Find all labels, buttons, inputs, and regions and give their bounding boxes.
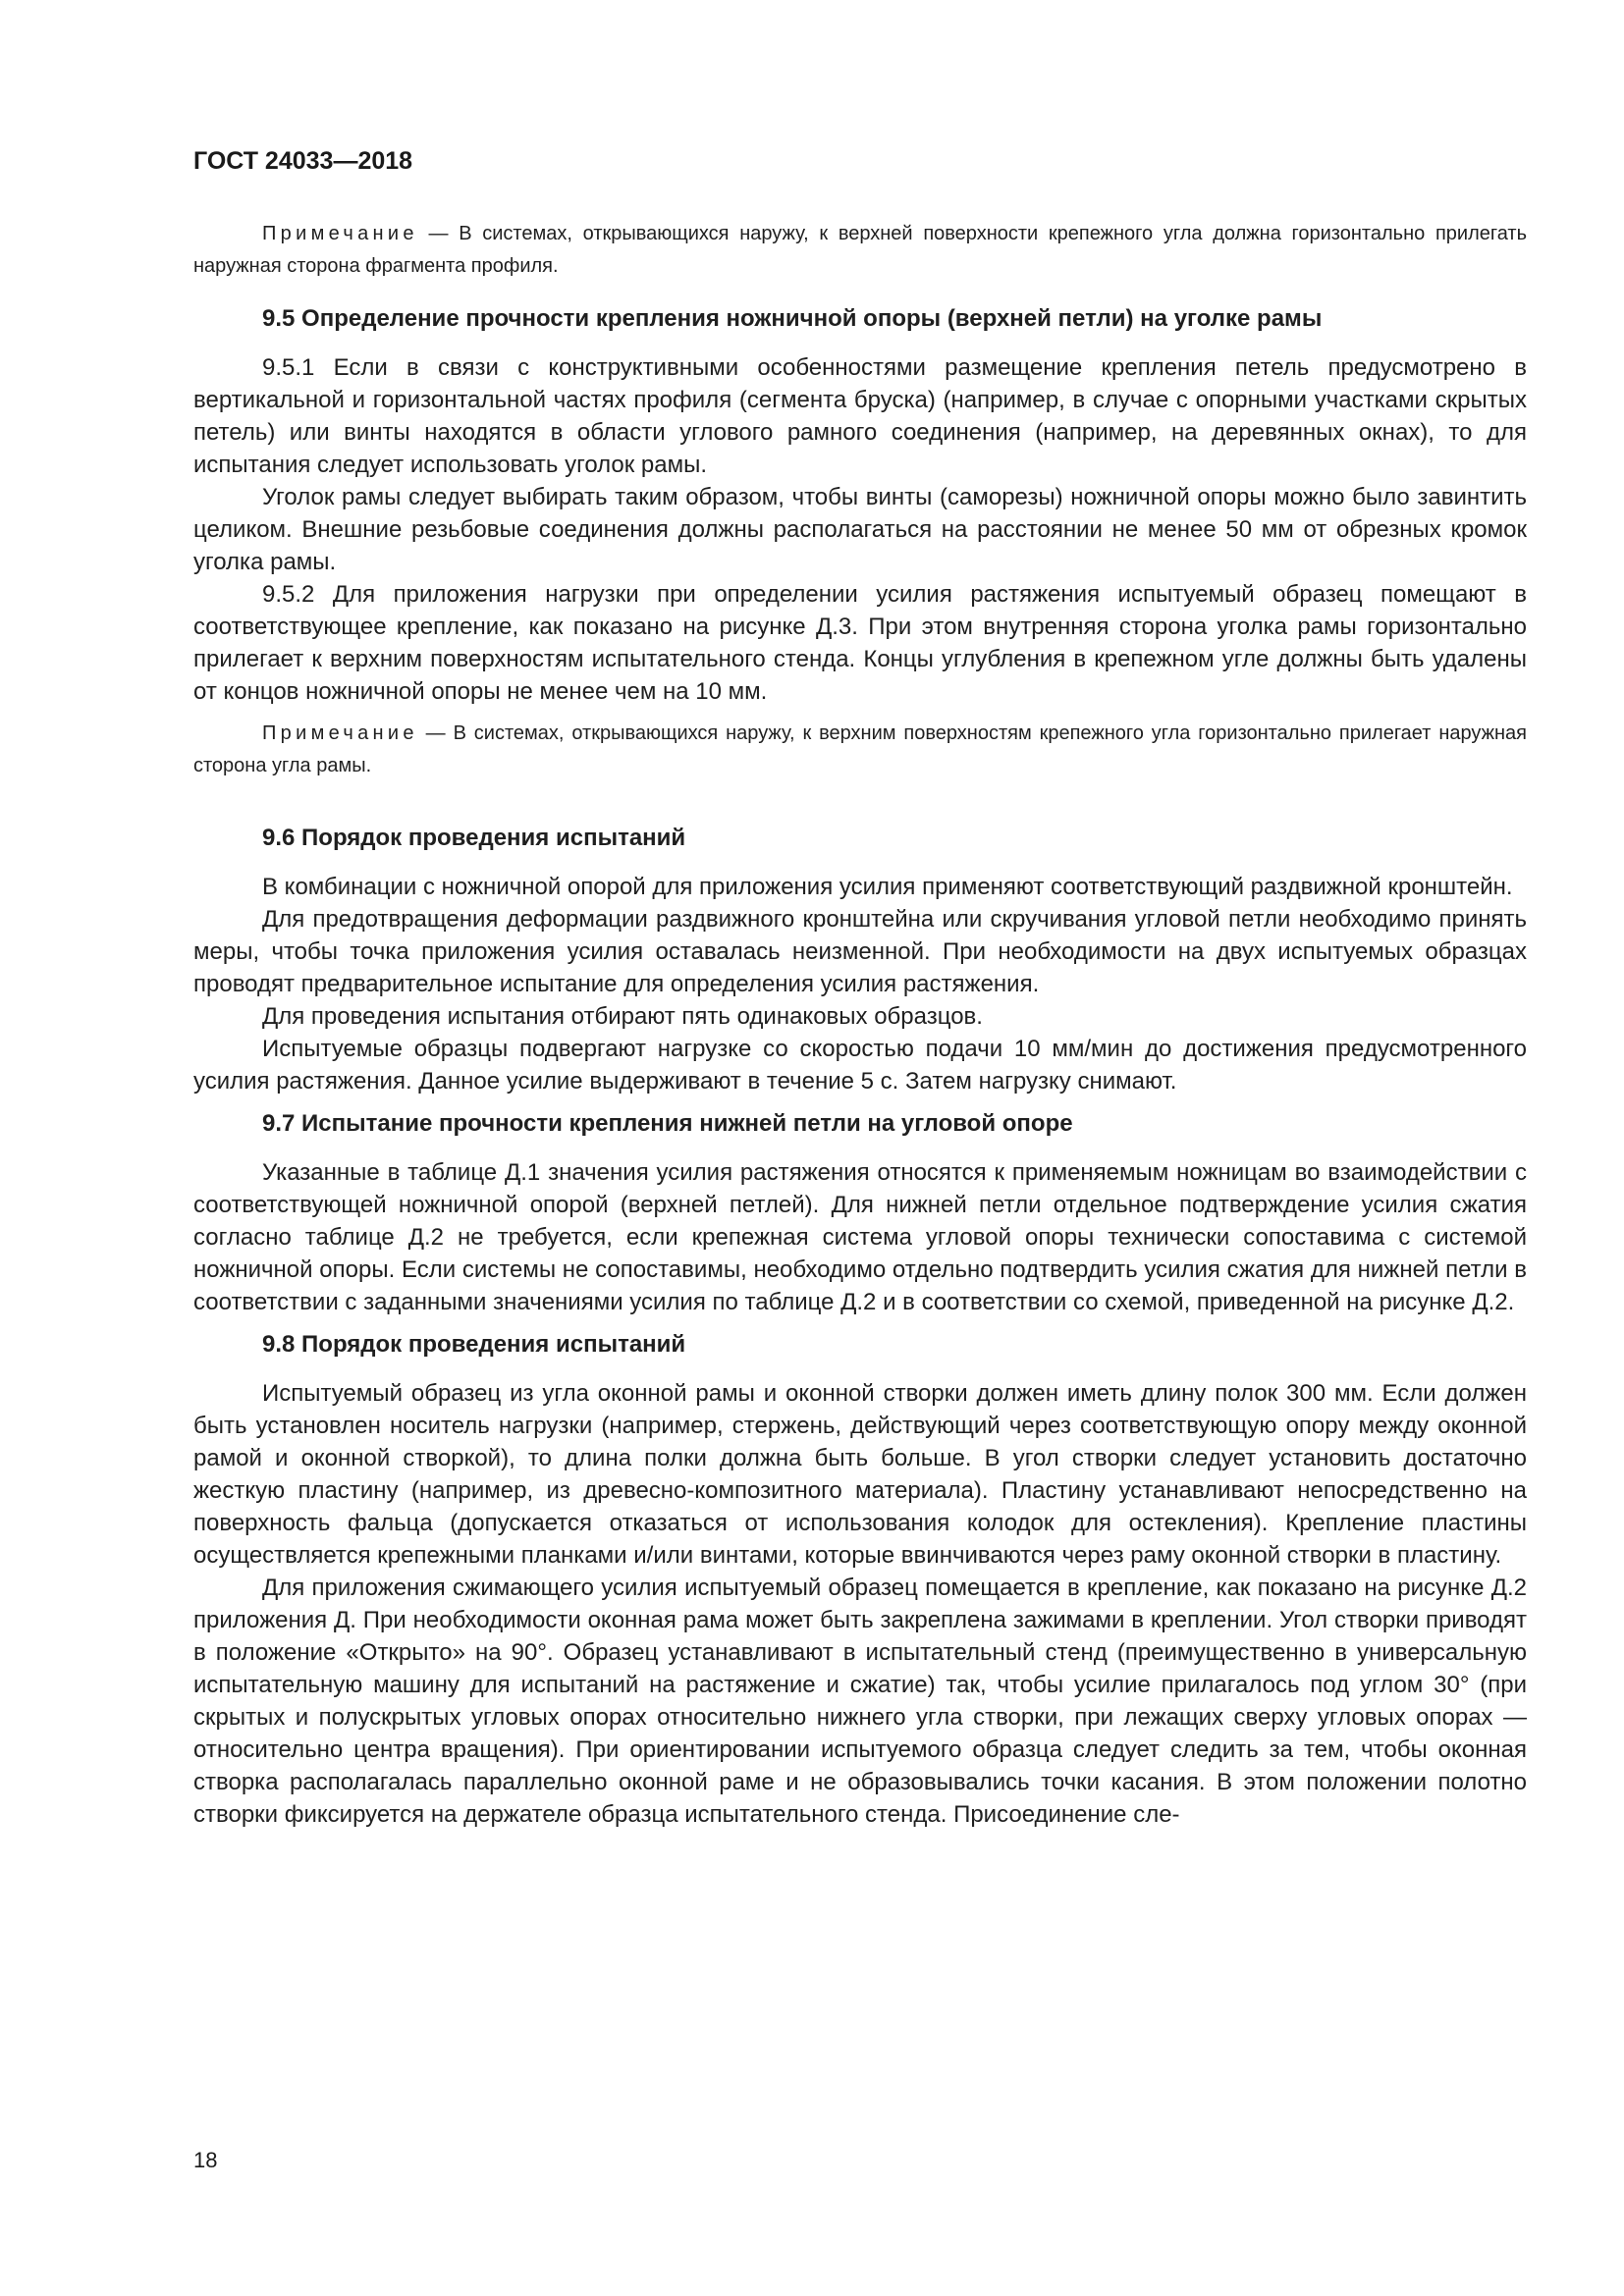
note-text: — В системах, открывающихся наружу, к верхней поверхности крепежного угла должна горизонтально прилегать наружная сторона фрагмента профиля. [193, 223, 1527, 277]
document-header: ГОСТ 24033—2018 [193, 147, 413, 175]
paragraph-9-8-b: Для приложения сжимающего усилия испытуемый образец помещается в крепление, как показано на рисунке Д.2 приложения Д. При необходимости оконная рама может быть закреплена зажимами в креплении. Угол створки приводят в положение «Открыто» на 90°. Образец устанавливают в испытательный стенд (преимущественно в универсальную испытательную машину для испытаний на растяжение и сжатие) так, чтобы усилие прилагалось под углом 30° (при скрытых и полускрытых угловых опорах относительно нижнего угла створки, при лежащих сверху угловых опорах — относительно центра вращения). При ориентировании испытуемого образца следует следить за тем, чтобы оконная створка располагалась параллельно оконной раме и не образовывались точки касания. В этом положении полотно створки фиксируется на держателе образца испытательного стенда. Присоединение сле- [193, 1575, 1527, 1828]
paragraph-9-6-a: В комбинации с ножничной опорой для приложения усилия применяют соответствующий раздвижной кронштейн. [262, 874, 1513, 900]
section-heading-9-5: 9.5 Определение прочности крепления ножничной опоры (верхней петли) на уголке рамы [262, 305, 1323, 332]
paragraph-9-5-2: 9.5.2 Для приложения нагрузки при определении усилия растяжения испытуемый образец помещают в соответствующее крепление, как показано на рисунке Д.3. При этом внутренняя сторона уголка рамы горизонтально прилегает к верхним поверхностям испытательного стенда. Концы углубления в крепежном угле должны быть удалены от концов ножничной опоры не менее чем на 10 мм. [193, 581, 1527, 705]
paragraph-9-6-c: Для проведения испытания отбирают пять одинаковых образцов. [262, 1003, 983, 1030]
section-heading-9-8: 9.8 Порядок проведения испытаний [262, 1331, 686, 1358]
section-heading-9-7: 9.7 Испытание прочности крепления нижней петли на угловой опоре [262, 1110, 1073, 1137]
note-label: Примечание [262, 223, 418, 244]
note-label: Примечание [262, 722, 418, 744]
paragraph-9-7: Указанные в таблице Д.1 значения усилия растяжения относятся к применяемым ножницам во взаимодействии с соответствующей ножничной опорой (верхней петлей). Для нижней петли отдельное подтверждение усилия сжатия согласно таблице Д.2 не требуется, если крепежная система угловой опоры технически сопоставима с системой ножничной опоры. Если системы не сопоставимы, необходимо отдельно подтвердить усилия сжатия для нижней петли в соответствии с заданными значениями усилия по таблице Д.2 и в соответствии со схемой, приведенной на рисунке Д.2. [193, 1159, 1527, 1315]
paragraph-9-8-a: Испытуемый образец из угла оконной рамы и оконной створки должен иметь длину полок 300 мм. Если должен быть установлен носитель нагрузки (например, стержень, действующий через соответствующую опору между оконной рамой и оконной створкой), то длина полки должна быть больше. В угол створки следует установить достаточно жесткую пластину (например, из древесно-композитного материала). Пластину устанавливают непосредственно на поверхность фальца (допускается отказаться от использования колодок для остекления). Крепление пластины осуществляется крепежными планками и/или винтами, которые ввинчиваются через раму оконной створки в пластину. [193, 1380, 1527, 1569]
paragraph-9-5-1: 9.5.1 Если в связи с конструктивными особенностями размещение крепления петель предусмотрено в вертикальной и горизонтальной частях профиля (сегмента бруска) (например, в случае с опорными участками скрытых петель) или винты находятся в области углового рамного соединения (например, на деревянных окнах), то для испытания следует использовать уголок рамы. [193, 354, 1527, 478]
note-9-5 [193, 718, 1527, 782]
paragraph-9-5-1b: Уголок рамы следует выбирать таким образом, чтобы винты (саморезы) ножничной опоры можно было завинтить целиком. Внешние резьбовые соединения должны располагаться на расстоянии не менее 50 мм от обрезных кромок уголка рамы. [193, 484, 1527, 575]
page-number: 18 [193, 2148, 218, 2172]
section-heading-9-6: 9.6 Порядок проведения испытаний [262, 825, 686, 851]
paragraph-9-6-b: Для предотвращения деформации раздвижного кронштейна или скручивания угловой петли необходимо принять меры, чтобы точка приложения усилия оставалась неизменной. При необходимости на двух испытуемых образцах проводят предварительное испытание для определения усилия растяжения. [193, 906, 1527, 997]
paragraph-9-6-d: Испытуемые образцы подвергают нагрузке со скоростью подачи 10 мм/мин до достижения предусмотренного усилия растяжения. Данное усилие выдерживают в течение 5 с. Затем нагрузку снимают. [193, 1036, 1527, 1095]
note-9-4 [193, 218, 1527, 283]
note-text: — В системах, открывающихся наружу, к верхним поверхностям крепежного угла горизонтально прилегает наружная сторона угла рамы. [193, 722, 1527, 776]
document-body [193, 218, 1527, 1831]
